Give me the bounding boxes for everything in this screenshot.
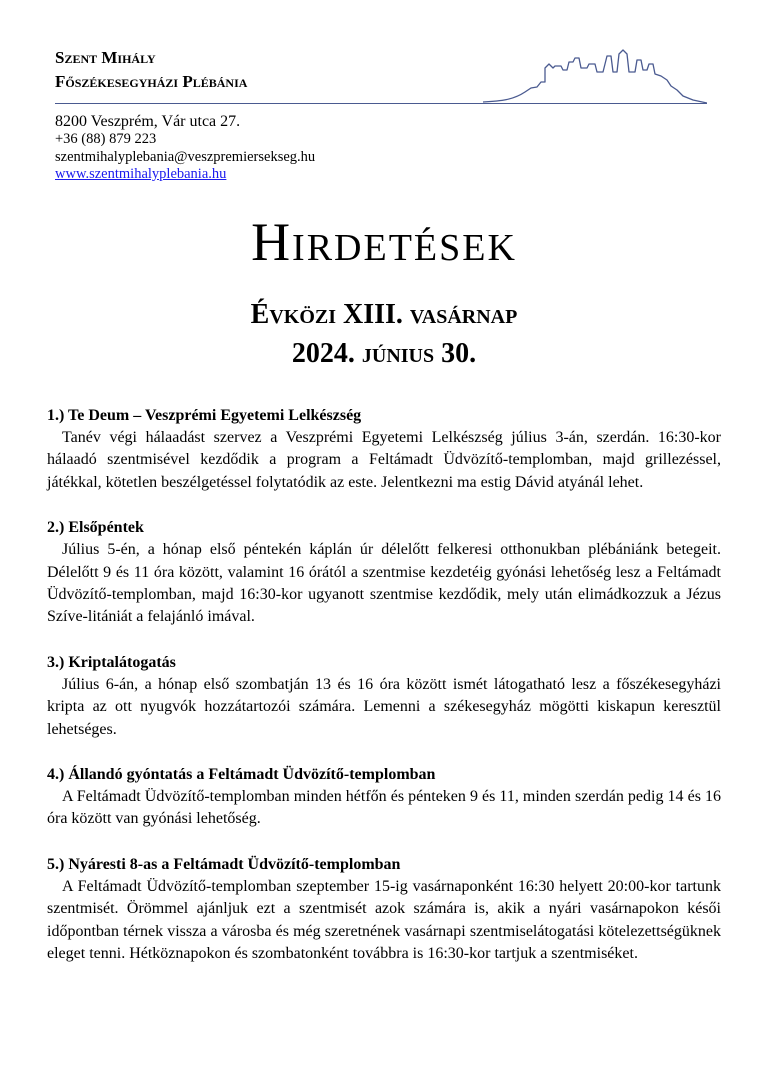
announcement-item (47, 764, 721, 831)
page-subtitle: Évközi XIII. vasárnap (250, 299, 518, 330)
announcement-item (47, 652, 721, 741)
letterhead (55, 46, 707, 106)
announcement-body: Tanév végi hálaadást szervez a Veszprémi Egyetemi Lelkészség július 3-án, szerdán. 16:30-kor hálaadó szentmisével kezdődik a program a Feltámadt Üdvözítő-templomban, majd grillezéssel, játékkal, kötetlen beszélgetéssel folytatódik az este. Jelentkezni ma estig Dávid atyánál lehet. (47, 429, 721, 491)
announcement-heading: 2.) Elsőpéntek (47, 519, 144, 537)
announcement-item (47, 405, 721, 494)
announcement-heading: 3.) Kriptalátogatás (47, 653, 176, 671)
page-title: Hirdetések (251, 212, 517, 272)
announcement-body: A Feltámadt Üdvözítő-templomban szeptember 15-ig vasárnaponként 16:30 helyett 20:00-kor tartunk szentmisét. Örömmel ajánljuk ezt a szentmisét azok számára is, akik a nyári vasárnapokon késői időpontban térnek vissza a városba és még szeretnének vasárnapi szentmiselátogatási kötelezettségüknek eleget tenni. Hétköznapokon és szombatonként továbbra is 16:30-kor tartjuk a szentmiséket. (47, 877, 721, 963)
announcement-list (47, 405, 721, 989)
castle-skyline-icon (483, 46, 707, 106)
address: 8200 Veszprém, Vár utca 27. (55, 113, 241, 130)
parish-name (55, 46, 247, 94)
announcement-heading: 1.) Te Deum – Veszprémi Egyetemi Lelkészség (47, 407, 362, 424)
contact-block (55, 112, 315, 184)
announcement-item (47, 517, 721, 629)
parish-name-line2: Főszékesegyházi Plébánia (55, 72, 248, 91)
announcement-heading: 4.) Állandó gyóntatás a Feltámadt Üdvözítő-templomban (47, 766, 436, 784)
header-rule (55, 103, 707, 104)
announcement-item (47, 854, 721, 966)
announcement-body: Július 6-án, a hónap első szombatján 13 és 16 óra között ismét látogatható lesz a főszékesegyházi kripta az ott nyugvók hozzátartozói számára. Lemenni a székesegyház mögötti kiskapun keresztül lehetséges. (47, 675, 721, 738)
page-date: 2024. június 30. (291, 338, 477, 369)
announcement-heading: 5.) Nyáresti 8-as a Feltámadt Üdvözítő-templomban (47, 855, 401, 873)
announcement-body: A Feltámadt Üdvözítő-templomban minden hétfőn és pénteken 9 és 11, minden szerdán pedig 14 és 16 óra között van gyónási lehetőség. (47, 788, 721, 828)
announcement-body: Július 5-én, a hónap első péntekén káplán úr délelőtt felkeresi otthonukban plébániánk betegeit. Délelőtt 9 és 11 óra között, valamint 16 órától a szentmise kezdetéig gyónási lehetőség lesz a Feltámadt Üdvözítő-templomban, majd 16:30-kor ugyanott szentmise kezdődik, mely után elimádkozzuk a Jézus Szíve-litániát a felajánló imával. (47, 541, 721, 626)
website-link[interactable]: www.szentmihalyplebania.hu (55, 166, 227, 182)
phone: +36 (88) 879 223 (55, 131, 157, 147)
parish-name-line1: Szent Mihály (55, 48, 156, 67)
email: szentmihalyplebania@veszpremiersekseg.hu (55, 148, 316, 165)
